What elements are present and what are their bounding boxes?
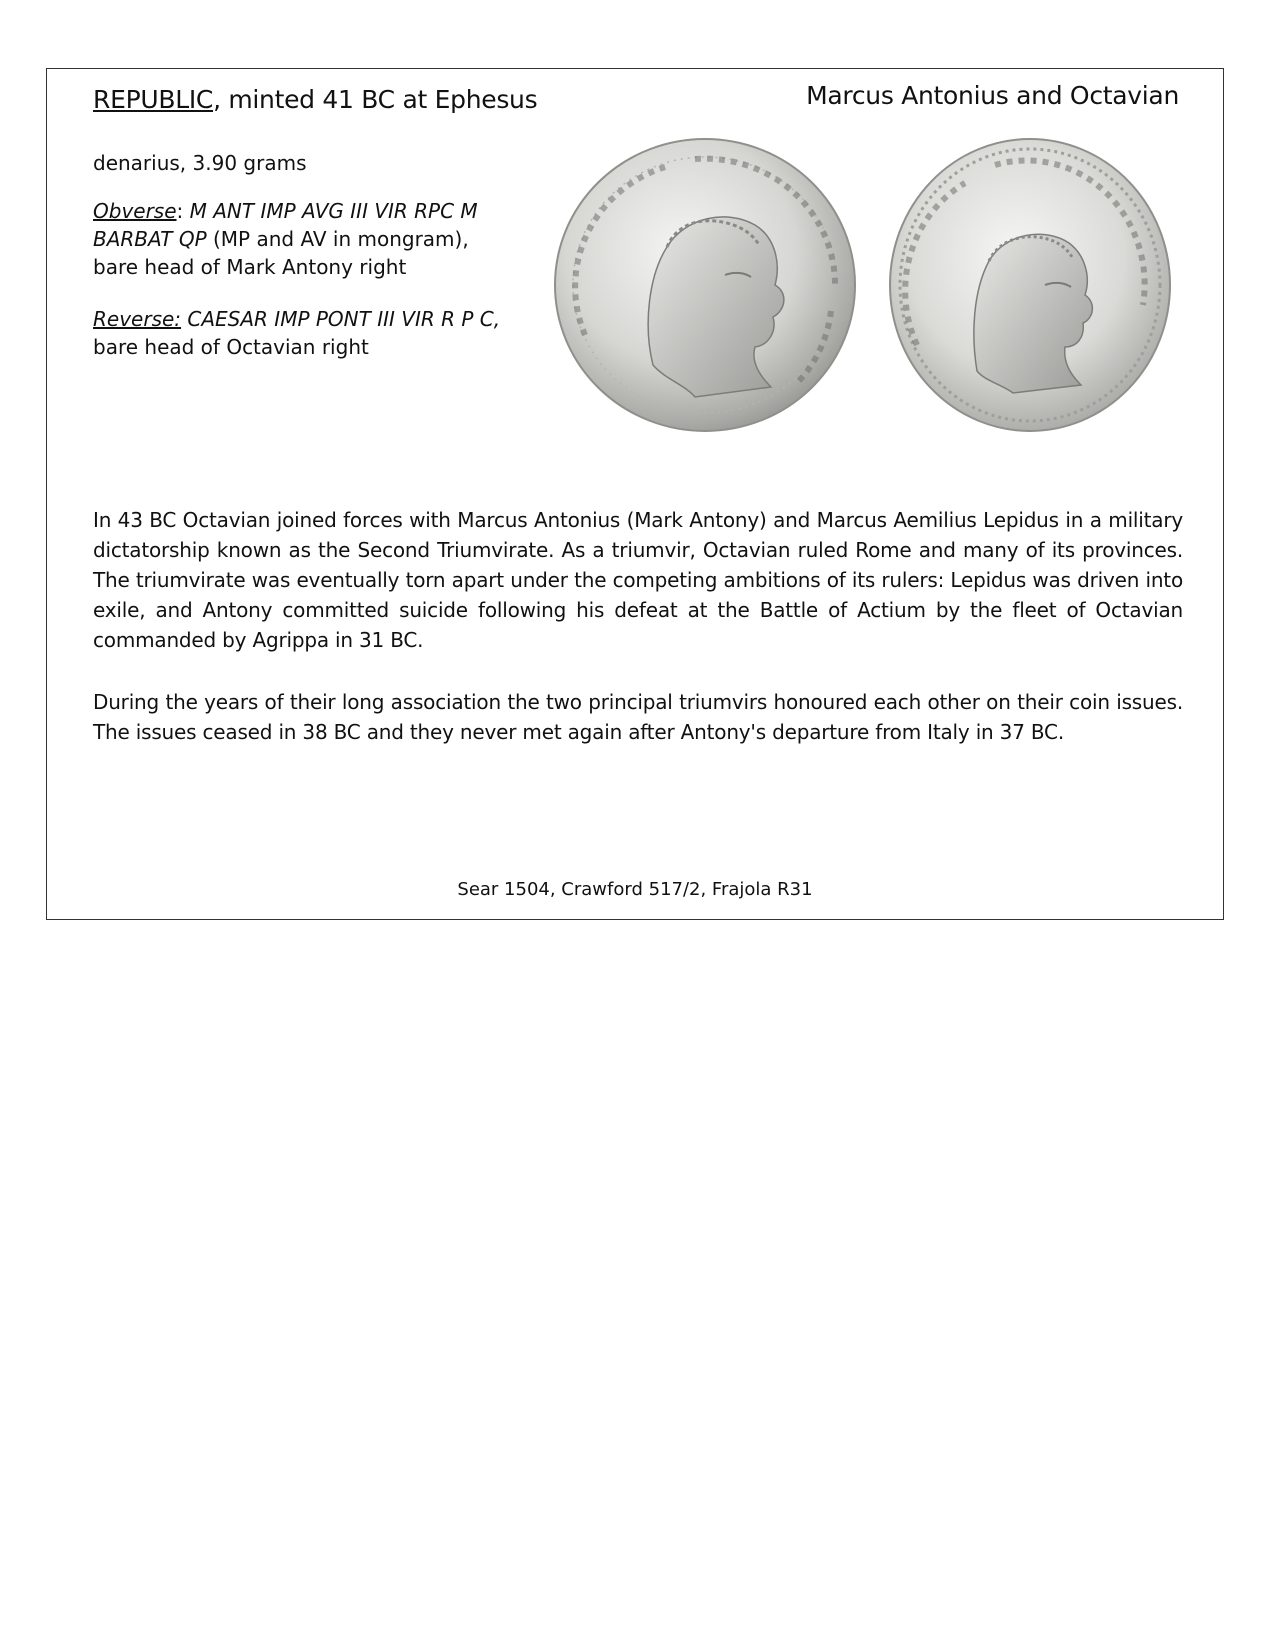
catalog-references: Sear 1504, Crawford 517/2, Frajola R31 <box>457 879 813 900</box>
denomination: denarius, 3.90 grams <box>93 151 307 175</box>
coin-photograph <box>545 135 1205 435</box>
obverse-description <box>93 197 513 281</box>
history-paragraph-1: In 43 BC Octavian joined forces with Marcus Antonius (Mark Antony) and Marcus Aemilius Lepidus in a military dictatorship known as the Second Triumvirate. As a triumvir, Octavian ruled Rome and many of its provinces. The triumvirate was eventually torn apart under the competing ambitions of its rulers: Lepidus was driven into exile, and Antony committed suicide following his defeat at the Battle of Actium by the fleet of Octavian commanded by Agrippa in 31 BC. <box>93 508 1183 652</box>
history-paragraph-2: During the years of their long association the two principal triumvirs honoured each other on their coin issues. The issues ceased in 38 BC and they never met again after Antony's departure from Italy in 37 BC. <box>93 690 1183 744</box>
reverse-legend: CAESAR IMP PONT III VIR R P C, <box>181 307 501 331</box>
card-title <box>93 85 537 114</box>
reverse-label: Reverse: <box>93 307 182 331</box>
obverse-legend: M ANT IMP AVG III VIR RPC M BARBAT QP <box>93 199 478 251</box>
obverse-coin <box>555 139 855 431</box>
obverse-note: (MP and AV in mongram), bare head of Mark Antony right <box>93 227 469 279</box>
obverse-label: Obverse <box>93 199 177 223</box>
reverse-description <box>93 305 513 361</box>
mint-info: , minted 41 BC at Ephesus <box>213 85 538 114</box>
period-label: REPUBLIC <box>93 85 214 114</box>
reverse-note: bare head of Octavian right <box>93 335 369 359</box>
obverse-separator: : <box>176 199 190 223</box>
rulers-title: Marcus Antonius and Octavian <box>806 81 1179 110</box>
reverse-coin <box>890 139 1170 431</box>
coin-card <box>46 68 1224 920</box>
